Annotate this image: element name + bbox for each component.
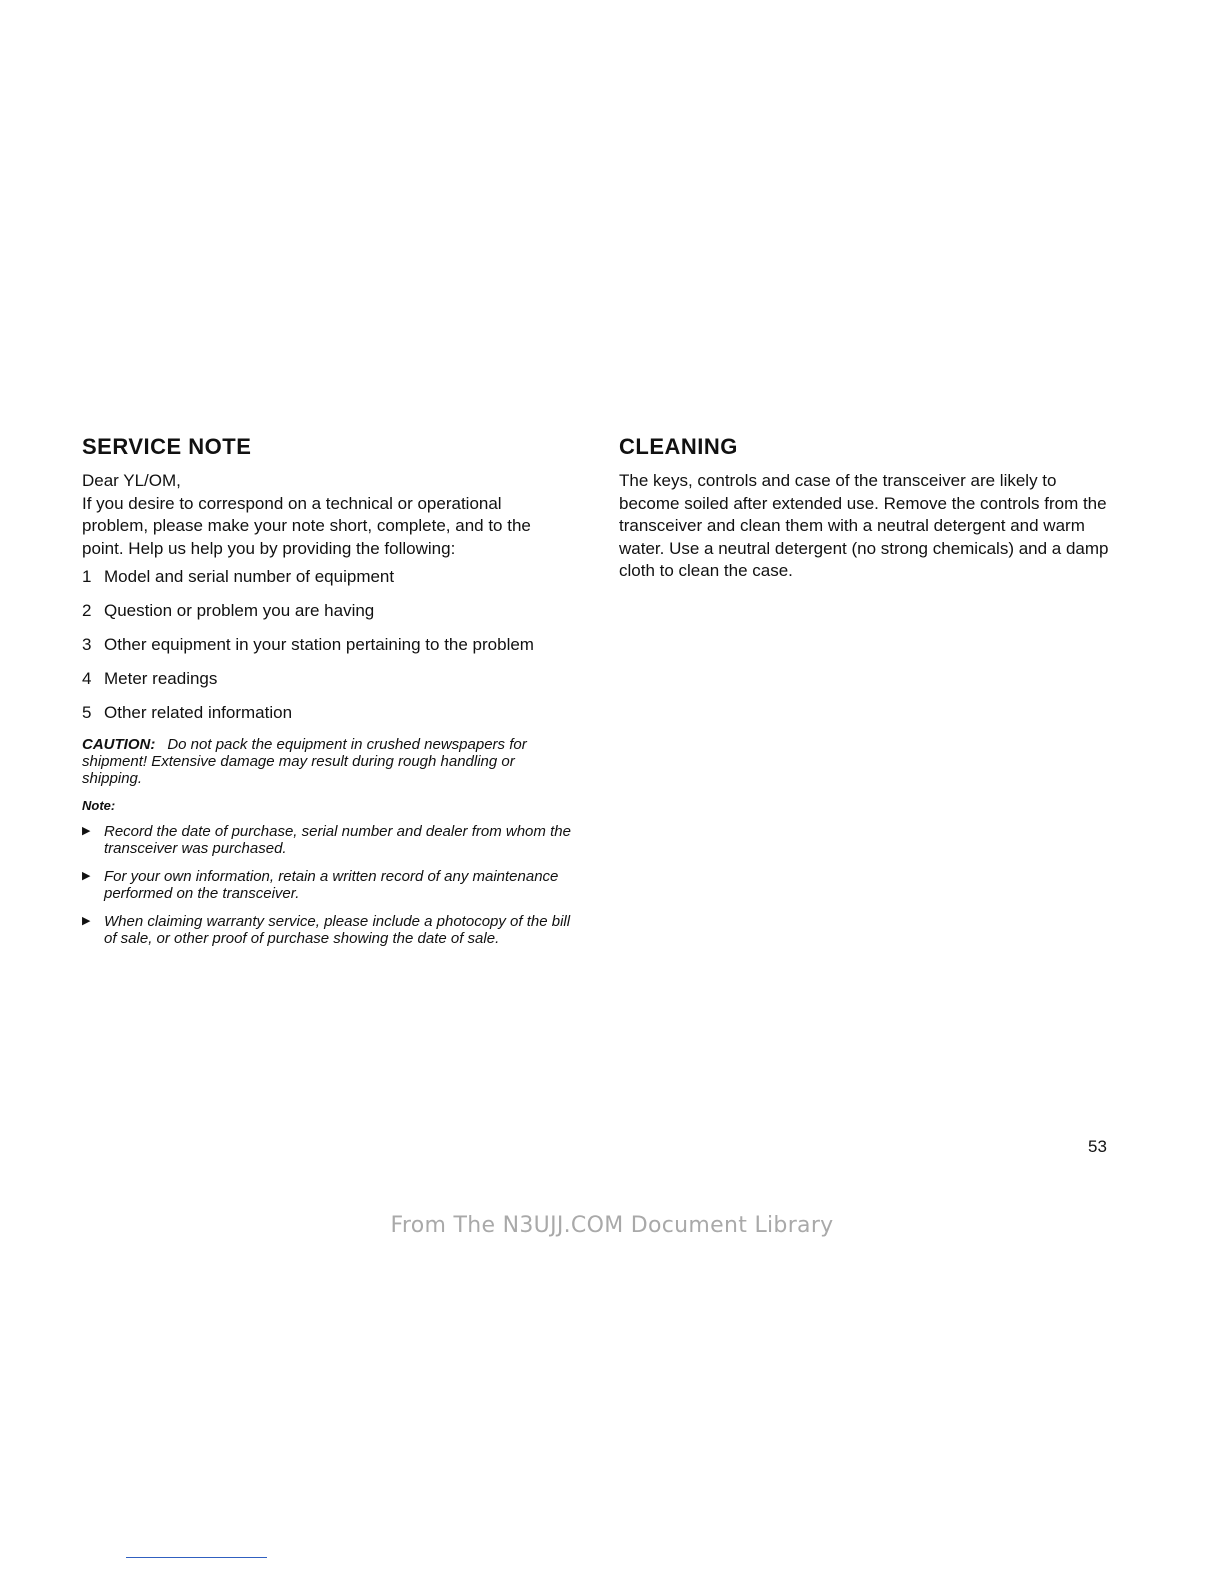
list-item — [82, 702, 572, 725]
list-item-text: Other related information — [104, 703, 293, 722]
note-item — [82, 913, 572, 947]
caution-text: Do not pack the equipment in crushed newspapers for shipment! Extensive damage may result during rough handling or shipping. — [82, 736, 527, 787]
list-item — [82, 668, 572, 691]
triangle-bullet-icon: ▶ — [82, 825, 91, 837]
service-note-intro: If you desire to correspond on a technical or operational problem, please make your note short, complete, and to the point. Help us help you by providing the following: — [82, 493, 531, 558]
note-item — [82, 868, 572, 902]
list-item — [82, 600, 572, 623]
list-item-text: Question or problem you are having — [104, 601, 375, 620]
service-note-greeting: Dear YL/OM, — [82, 471, 181, 490]
list-item — [82, 634, 572, 657]
cleaning-section — [619, 434, 1119, 583]
caution-label: CAUTION: — [82, 736, 156, 753]
list-item — [82, 566, 572, 589]
link-underline — [126, 1557, 267, 1558]
note-label: Note: — [82, 798, 116, 813]
triangle-bullet-icon: ▶ — [82, 870, 91, 882]
triangle-bullet-icon: ▶ — [82, 915, 91, 927]
page-number: 53 — [1088, 1137, 1107, 1156]
service-note-list — [82, 566, 572, 725]
note-text: For your own information, retain a written record of any maintenance performed on the transceiver. — [104, 868, 559, 902]
list-item-number: 2 — [82, 601, 92, 620]
list-item-text: Meter readings — [104, 669, 218, 688]
notes-list — [82, 823, 572, 947]
note-text: When claiming warranty service, please include a photocopy of the bill of sale, or other proof of purchase showing the date of sale. — [104, 913, 571, 947]
list-item-number: 1 — [82, 567, 92, 586]
note-item — [82, 823, 572, 857]
list-item-text: Other equipment in your station pertaining to the problem — [104, 635, 534, 654]
service-note-section — [82, 434, 572, 958]
library-watermark: From The N3UJJ.COM Document Library — [390, 1213, 834, 1238]
list-item-text: Model and serial number of equipment — [104, 567, 395, 586]
list-item-number: 3 — [82, 635, 92, 654]
caution-paragraph — [82, 736, 542, 787]
cleaning-title: CLEANING — [619, 434, 738, 459]
note-text: Record the date of purchase, serial number and dealer from whom the transceiver was purchased. — [104, 823, 571, 857]
service-note-title: SERVICE NOTE — [82, 434, 252, 459]
list-item-number: 4 — [82, 669, 92, 688]
cleaning-text: The keys, controls and case of the transceiver are likely to become soiled after extended use. Remove the controls from the transceiver and clean them with a neutral detergent and warm water. Use a neutral detergent (no strong chemicals) and a damp cloth to clean the case. — [619, 471, 1109, 580]
list-item-number: 5 — [82, 703, 92, 722]
